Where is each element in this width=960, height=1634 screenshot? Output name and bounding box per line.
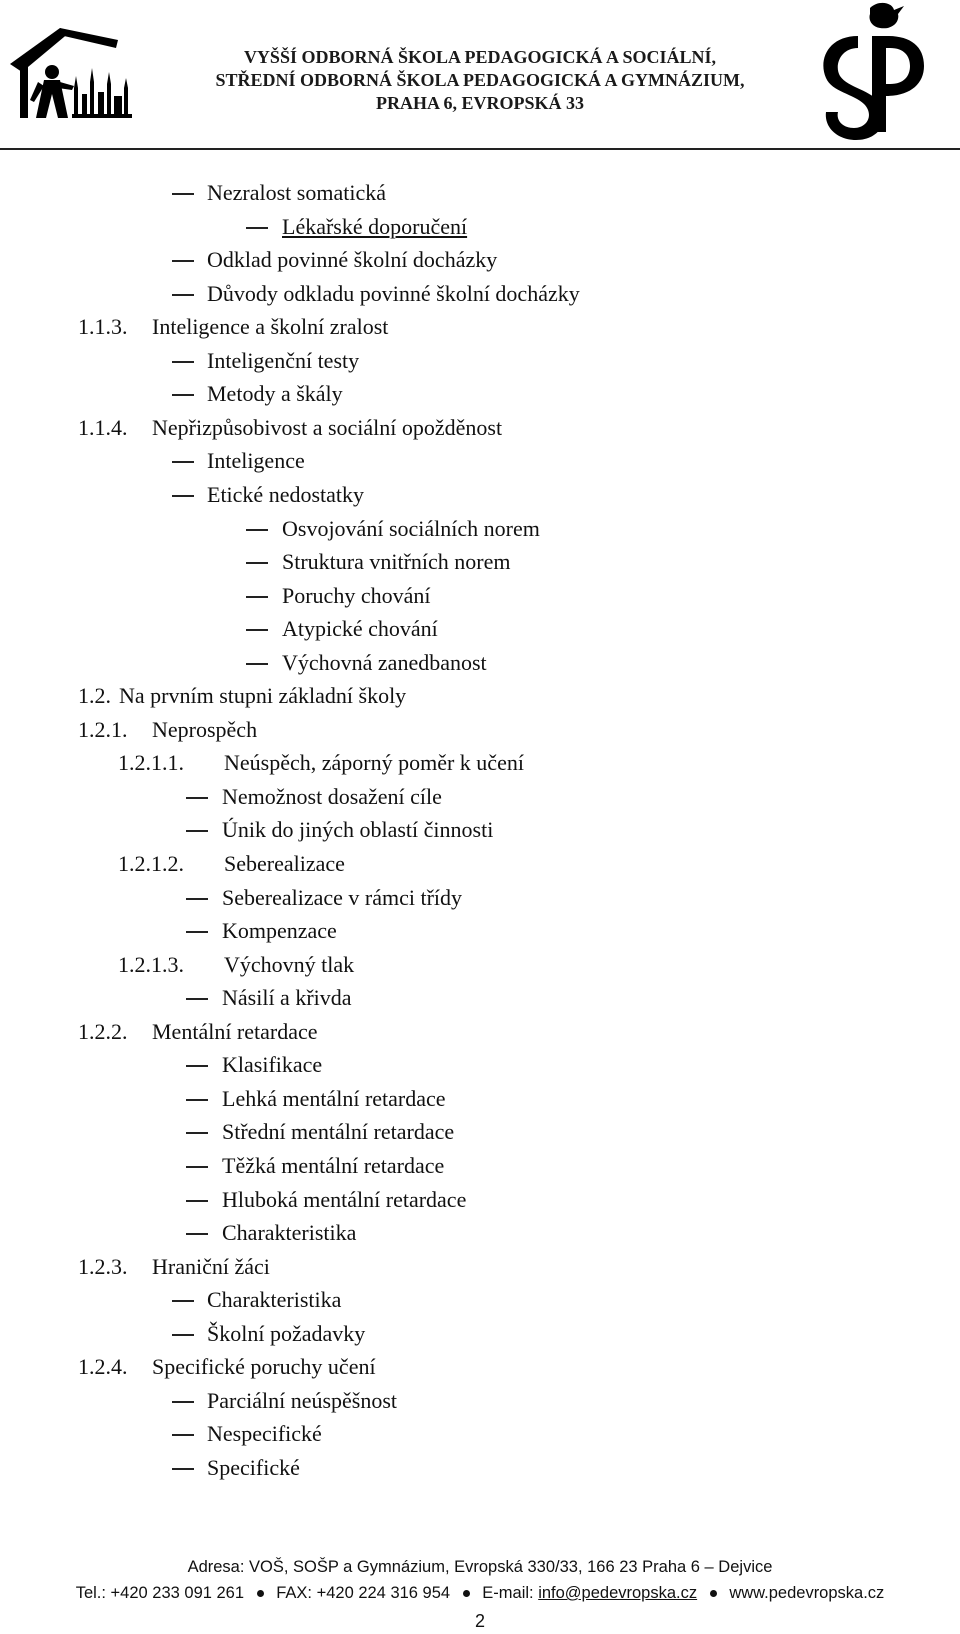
outline-item <box>0 881 960 915</box>
dash-bullet-icon <box>186 898 208 900</box>
outline-text: Neúspěch, záporný poměr k učení <box>224 750 524 775</box>
dash-bullet-icon <box>246 562 268 564</box>
outline-item <box>0 813 960 847</box>
outline-item <box>0 579 960 613</box>
outline-item <box>0 1082 960 1116</box>
outline-text: Neprospěch <box>152 717 258 742</box>
outline-item <box>0 243 960 277</box>
outline-text: Nepřizpůsobivost a sociální opožděnost <box>152 415 503 440</box>
outline-text: Etické nedostatky <box>207 482 365 507</box>
outline-item <box>0 210 960 244</box>
dash-bullet-icon <box>246 529 268 531</box>
outline-text: Lehká mentální retardace <box>222 1086 446 1111</box>
dash-bullet-icon <box>172 1401 194 1403</box>
outline-item <box>0 1183 960 1217</box>
dash-bullet-icon <box>172 193 194 195</box>
outline-number: 1.1.4. <box>78 415 128 440</box>
outline-text: Důvody odkladu povinné školní docházky <box>207 281 580 306</box>
footer-tel: Tel.: +420 233 091 261 <box>75 1584 245 1602</box>
dash-bullet-icon <box>246 663 268 665</box>
outline-text: Únik do jiných oblastí činnosti <box>222 817 494 842</box>
outline-heading <box>0 746 960 780</box>
outline-text: Lékařské doporučení <box>282 214 468 239</box>
school-name <box>140 46 820 115</box>
outline-item <box>0 512 960 546</box>
dash-bullet-icon <box>246 596 268 598</box>
footer-fax: FAX: +420 224 316 954 <box>276 1584 451 1602</box>
outline-number: 1.2.4. <box>78 1354 128 1379</box>
outline-item <box>0 1417 960 1451</box>
footer-address: Adresa: VOŠ, SOŠP a Gymnázium, Evropská 330/33, 166 23 Praha 6 – Dejvice <box>187 1558 773 1576</box>
outline-text: Výchovná zanedbanost <box>282 650 487 675</box>
page-number: 2 <box>474 1611 485 1631</box>
outline-item <box>0 780 960 814</box>
outline-item <box>0 444 960 478</box>
outline-item <box>0 914 960 948</box>
school-name-line-2: STŘEDNÍ ODBORNÁ ŠKOLA PEDAGOGICKÁ A GYMNÁZIUM, <box>215 70 745 90</box>
outline-heading <box>0 1015 960 1049</box>
outline-number: 1.2.1. <box>78 717 128 742</box>
outline-text: Poruchy chování <box>282 583 431 608</box>
sp-bird-logo <box>818 0 928 145</box>
dash-bullet-icon <box>172 260 194 262</box>
dash-bullet-icon <box>172 294 194 296</box>
dash-bullet-icon <box>186 998 208 1000</box>
footer-contacts <box>0 1581 960 1605</box>
outline-number: 1.2.2. <box>78 1019 128 1044</box>
outline-item <box>0 646 960 680</box>
outline-number: 1.2.1.2. <box>118 851 184 876</box>
outline-number: 1.2.1.1. <box>118 750 184 775</box>
outline-number: 1.2. <box>78 683 111 708</box>
outline-text: Školní požadavky <box>207 1321 366 1346</box>
outline-item <box>0 1048 960 1082</box>
page-header <box>0 0 960 148</box>
school-name-line-3: PRAHA 6, EVROPSKÁ 33 <box>375 93 584 113</box>
outline-text: Seberealizace <box>224 851 345 876</box>
outline-heading <box>0 713 960 747</box>
outline-text: Nespecifické <box>207 1421 322 1446</box>
outline-text: Těžká mentální retardace <box>222 1153 445 1178</box>
outline-number: 1.2.1.3. <box>118 952 184 977</box>
dash-bullet-icon <box>186 1065 208 1067</box>
outline-item <box>0 1216 960 1250</box>
outline-text: Výchovný tlak <box>224 952 355 977</box>
dash-bullet-icon <box>186 1132 208 1134</box>
outline-item <box>0 1317 960 1351</box>
outline-text: Osvojování sociálních norem <box>282 516 540 541</box>
outline-text: Specifické <box>207 1455 300 1480</box>
outline-heading <box>0 310 960 344</box>
outline-text: Násilí a křivda <box>222 985 352 1010</box>
outline-text: Struktura vnitřních norem <box>282 549 511 574</box>
header-divider <box>0 148 960 150</box>
outline-item <box>0 1149 960 1183</box>
outline-text: Kompenzace <box>222 918 337 943</box>
footer-web-link[interactable]: www.pedevropska.cz <box>729 1584 885 1602</box>
dash-bullet-icon <box>172 1334 194 1336</box>
outline-item <box>0 176 960 210</box>
dash-bullet-icon <box>186 1233 208 1235</box>
outline-text: Odklad povinné školní docházky <box>207 247 498 272</box>
outline-number: 1.1.3. <box>78 314 128 339</box>
dash-bullet-icon <box>172 394 194 396</box>
outline-heading <box>0 847 960 881</box>
bullet-icon <box>710 1590 717 1597</box>
dash-bullet-icon <box>186 1200 208 1202</box>
dash-bullet-icon <box>172 1300 194 1302</box>
outline-item <box>0 981 960 1015</box>
dash-bullet-icon <box>172 1468 194 1470</box>
outline-text: Střední mentální retardace <box>222 1119 455 1144</box>
outline-text: Charakteristika <box>207 1287 342 1312</box>
outline-item <box>0 1384 960 1418</box>
outline-item <box>0 545 960 579</box>
outline-heading <box>0 411 960 445</box>
outline-text: Specifické poruchy učení <box>152 1354 376 1379</box>
outline-text: Klasifikace <box>222 1052 323 1077</box>
dash-bullet-icon <box>172 361 194 363</box>
outline-text: Seberealizace v rámci třídy <box>222 885 463 910</box>
outline-item <box>0 1283 960 1317</box>
outline-text: Inteligenční testy <box>207 348 360 373</box>
outline-text: Nemožnost dosažení cíle <box>222 784 442 809</box>
bullet-icon <box>257 1590 264 1597</box>
outline-item <box>0 612 960 646</box>
outline-heading <box>0 679 960 713</box>
dash-bullet-icon <box>186 931 208 933</box>
dash-bullet-icon <box>246 629 268 631</box>
dash-bullet-icon <box>186 1099 208 1101</box>
dash-bullet-icon <box>186 830 208 832</box>
outline-text: Hluboká mentální retardace <box>222 1187 467 1212</box>
outline-text: Inteligence a školní zralost <box>152 314 389 339</box>
outline-text: Metody a škály <box>207 381 343 406</box>
dash-bullet-icon <box>172 1434 194 1436</box>
outline-heading <box>0 948 960 982</box>
outline-text: Mentální retardace <box>152 1019 318 1044</box>
footer-email-link[interactable]: info@pedevropska.cz <box>538 1584 698 1602</box>
outline-text: Nezralost somatická <box>207 180 386 205</box>
outline-item <box>0 478 960 512</box>
dash-bullet-icon <box>172 461 194 463</box>
school-name-line-1: VYŠŠÍ ODBORNÁ ŠKOLA PEDAGOGICKÁ A SOCIÁLNÍ, <box>243 47 717 67</box>
outline-text: Hraniční žáci <box>152 1254 270 1279</box>
outline-heading <box>0 1250 960 1284</box>
outline-item <box>0 344 960 378</box>
dash-bullet-icon <box>186 797 208 799</box>
school-house-logo <box>8 22 138 127</box>
outline-text: Charakteristika <box>222 1220 357 1245</box>
outline-heading <box>0 1350 960 1384</box>
outline-text: Inteligence <box>207 448 305 473</box>
bullet-icon <box>463 1590 470 1597</box>
outline-item <box>0 277 960 311</box>
outline-text: Na prvním stupni základní školy <box>119 683 407 708</box>
outline-text: Parciální neúspěšnost <box>207 1388 398 1413</box>
outline-item <box>0 1115 960 1149</box>
outline-text: Atypické chování <box>282 616 438 641</box>
dash-bullet-icon <box>172 495 194 497</box>
footer-email-label: E-mail: <box>482 1584 539 1602</box>
outline-number: 1.2.3. <box>78 1254 128 1279</box>
dash-bullet-icon <box>246 227 268 229</box>
outline-item <box>0 377 960 411</box>
dash-bullet-icon <box>186 1166 208 1168</box>
outline-item <box>0 1451 960 1485</box>
